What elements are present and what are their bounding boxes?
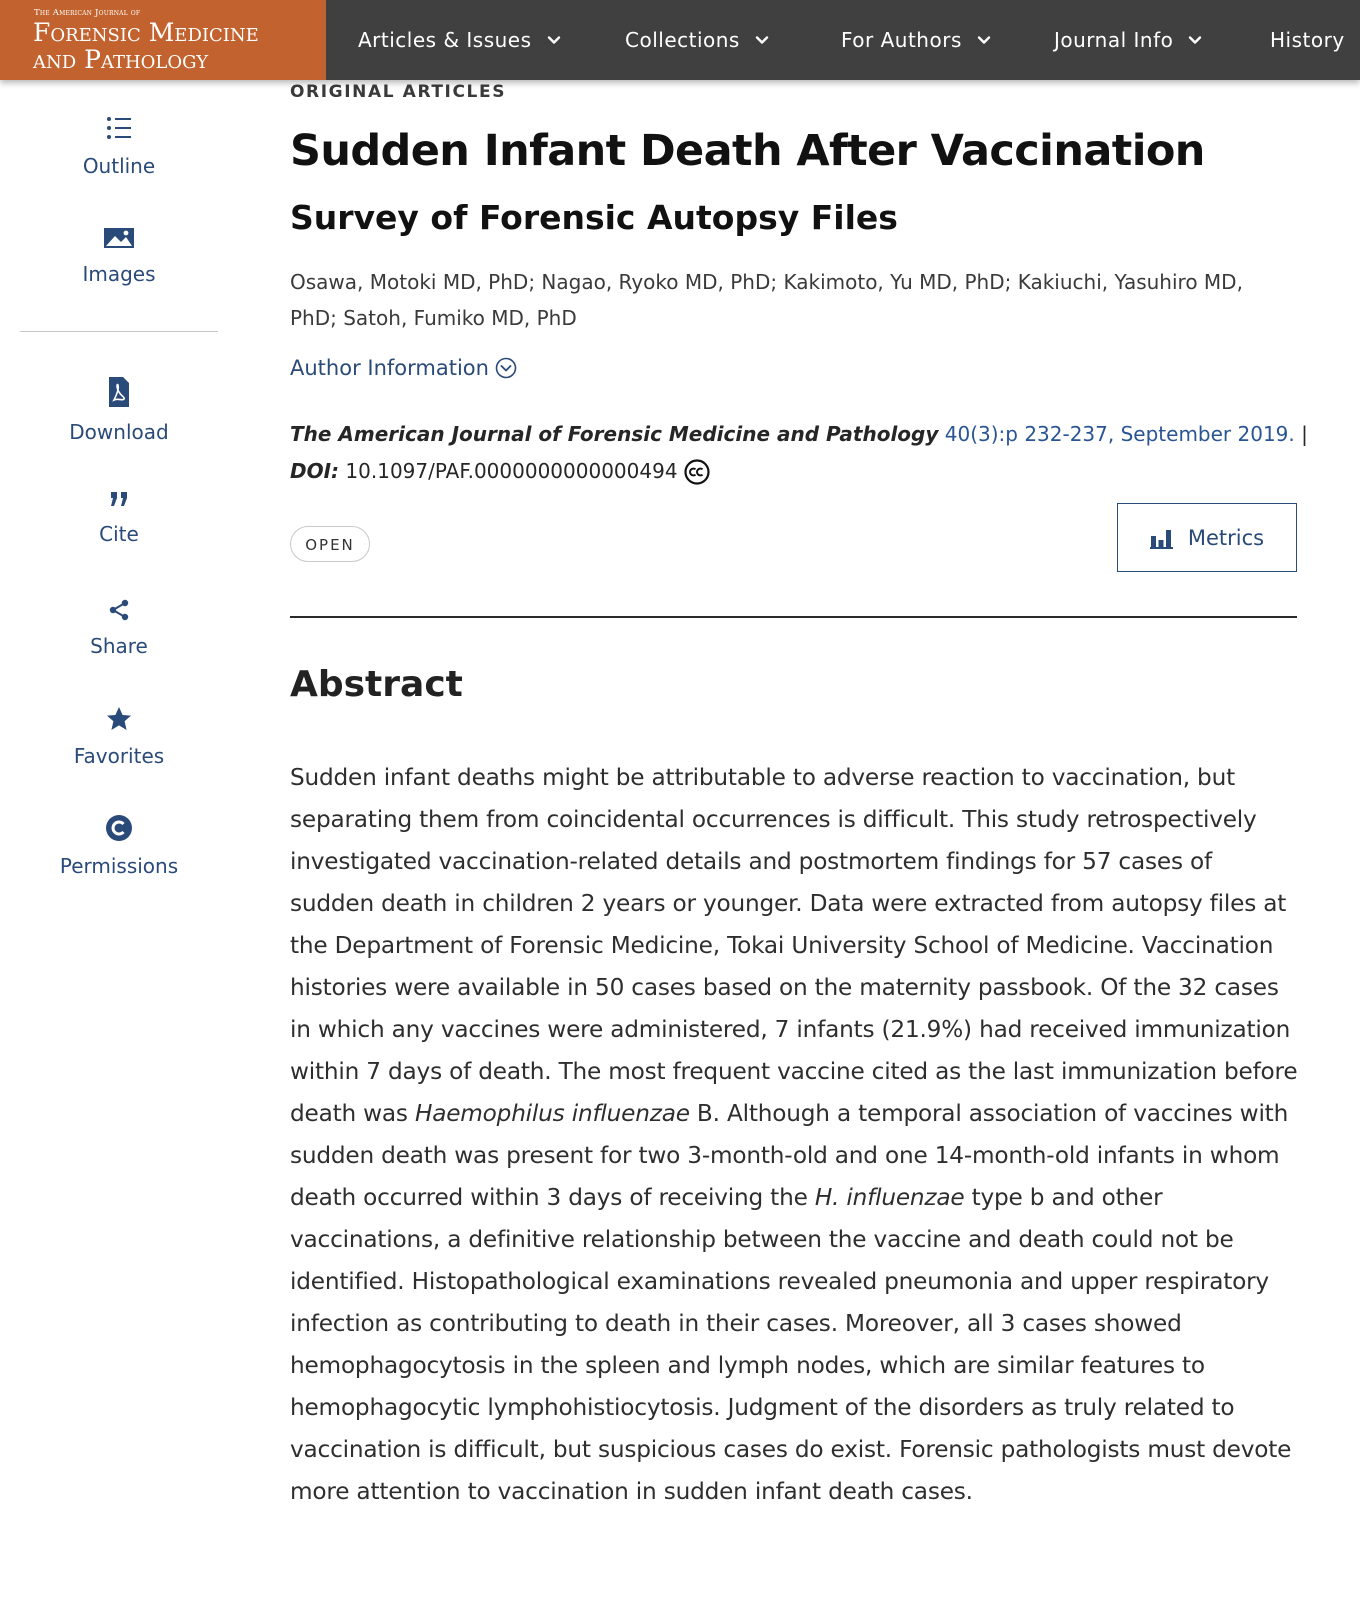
nav-collections[interactable] [625, 0, 770, 80]
journal-logo[interactable] [0, 0, 326, 80]
bar-chart-icon [1150, 527, 1176, 549]
nav-articles-issues[interactable] [358, 0, 562, 80]
abstract-text [290, 757, 1300, 1513]
journal-name: The American Journal of Forensic Medicine and Pathology [290, 422, 939, 446]
metrics-button[interactable] [1117, 503, 1297, 572]
star-icon [106, 706, 132, 732]
top-navigation-bar [0, 0, 1360, 80]
sidebar-item-label: Images [82, 262, 156, 286]
abstract-part: type b and other vaccinations, a definitive relationship between the vaccine and death could not be identified. Histopathological examinations revealed pneumonia and upper respiratory infection as contributing to death in their cases. Moreover, all 3 cases showed hemophagocytosis in the spleen and lymph nodes, which are similar features to hemophagocytic lymphohistiocytosis. Judgment of the disorders as truly related to vaccination is difficult, but suspicious cases do exist. Forensic pathologists must devote more attention to vaccination in sudden infant death cases. [290, 1184, 1292, 1505]
nav-label: Collections [625, 28, 740, 52]
sidebar-item-label: Cite [99, 522, 139, 546]
list-icon [105, 114, 133, 142]
logo-line-2: and Pathology [33, 45, 209, 74]
article-title: Sudden Infant Death After Vaccination [290, 126, 1205, 176]
sidebar-item-label: Favorites [73, 744, 165, 768]
logo-line-1: Forensic Medicine [33, 18, 259, 47]
sidebar-item-label: Permissions [59, 854, 179, 878]
citation-block [290, 416, 1310, 490]
logo-small-text: The American Journal of [34, 8, 141, 18]
sidebar-item-permissions[interactable] [20, 814, 218, 878]
chevron-down-icon [546, 32, 562, 48]
chevron-circle-down-icon [495, 357, 517, 379]
abstract-heading: Abstract [290, 664, 463, 705]
nav-history[interactable] [1270, 0, 1345, 80]
creative-commons-icon [684, 459, 710, 485]
image-icon [103, 226, 135, 250]
nav-label: Articles & Issues [358, 28, 532, 52]
sidebar-item-outline[interactable] [20, 114, 218, 178]
chevron-down-icon [754, 32, 770, 48]
doi-value: 10.1097/PAF.0000000000000494 [345, 459, 678, 483]
section-label: ORIGINAL ARTICLES [290, 82, 507, 102]
sidebar-divider [20, 331, 218, 332]
sidebar-item-label: Share [90, 634, 148, 658]
article-subtitle: Survey of Forensic Autopsy Files [290, 198, 898, 237]
nav-for-authors[interactable] [841, 0, 992, 80]
metrics-label: Metrics [1187, 525, 1265, 550]
sidebar-item-download[interactable] [20, 376, 218, 444]
sidebar-item-label: Outline [82, 154, 156, 178]
abstract-part: Sudden infant deaths might be attributable to adverse reaction to vaccination, but separating them from coincidental occurrences is difficult. This study retrospectively investigated vaccination-related details and postmortem findings for 57 cases of sudden death in children 2 years or younger. Data were extracted from autopsy files at the Department of Forensic Medicine, Tokai University School of Medicine. Vaccination histories were available in 50 cases based on the maternity passbook. Of the 32 cases in which any vaccines were administered, 7 infants (21.9%) had received immunization within 7 days of death. The most frequent vaccine cited as the last immunization before death was [290, 764, 1298, 1127]
nav-label: History [1270, 28, 1345, 52]
header-divider [290, 616, 1297, 618]
pdf-icon [107, 376, 131, 408]
chevron-down-icon [976, 32, 992, 48]
volume-info-link[interactable]: 40(3):p 232-237, September 2019. [944, 422, 1295, 446]
author-information-label: Author Information [290, 356, 489, 380]
open-access-badge[interactable]: OPEN [290, 526, 370, 562]
abstract-part: B. Although a temporal association of vaccines with sudden death was present for two 3-month-old and one 14-month-old infants in whom death occurred within 3 days of receiving the [290, 1100, 1289, 1211]
abstract-italic-term: H. influenzae [814, 1184, 965, 1211]
sidebar-item-share[interactable] [20, 598, 218, 658]
nav-label: For Authors [841, 28, 962, 52]
sidebar-item-cite[interactable] [20, 490, 218, 546]
abstract-italic-term: Haemophilus influenzae [414, 1100, 690, 1127]
copyright-icon [105, 814, 133, 842]
sidebar-item-label: Download [69, 420, 169, 444]
doi-label: DOI: [290, 459, 340, 483]
citation-separator: | [1301, 422, 1308, 446]
nav-label: Journal Info [1054, 28, 1174, 52]
nav-journal-info[interactable] [1054, 0, 1203, 80]
author-list: Osawa, Motoki MD, PhD; Nagao, Ryoko MD, PhD; Kakimoto, Yu MD, PhD; Kakiuchi, Yasuhiro MD, PhD; Satoh, Fumiko MD, PhD [290, 270, 1243, 330]
quote-icon [108, 490, 130, 510]
sidebar-item-favorites[interactable] [20, 706, 218, 768]
author-information-toggle[interactable] [290, 356, 517, 380]
share-icon [107, 598, 131, 622]
sidebar-item-images[interactable] [20, 226, 218, 286]
chevron-down-icon [1187, 32, 1203, 48]
